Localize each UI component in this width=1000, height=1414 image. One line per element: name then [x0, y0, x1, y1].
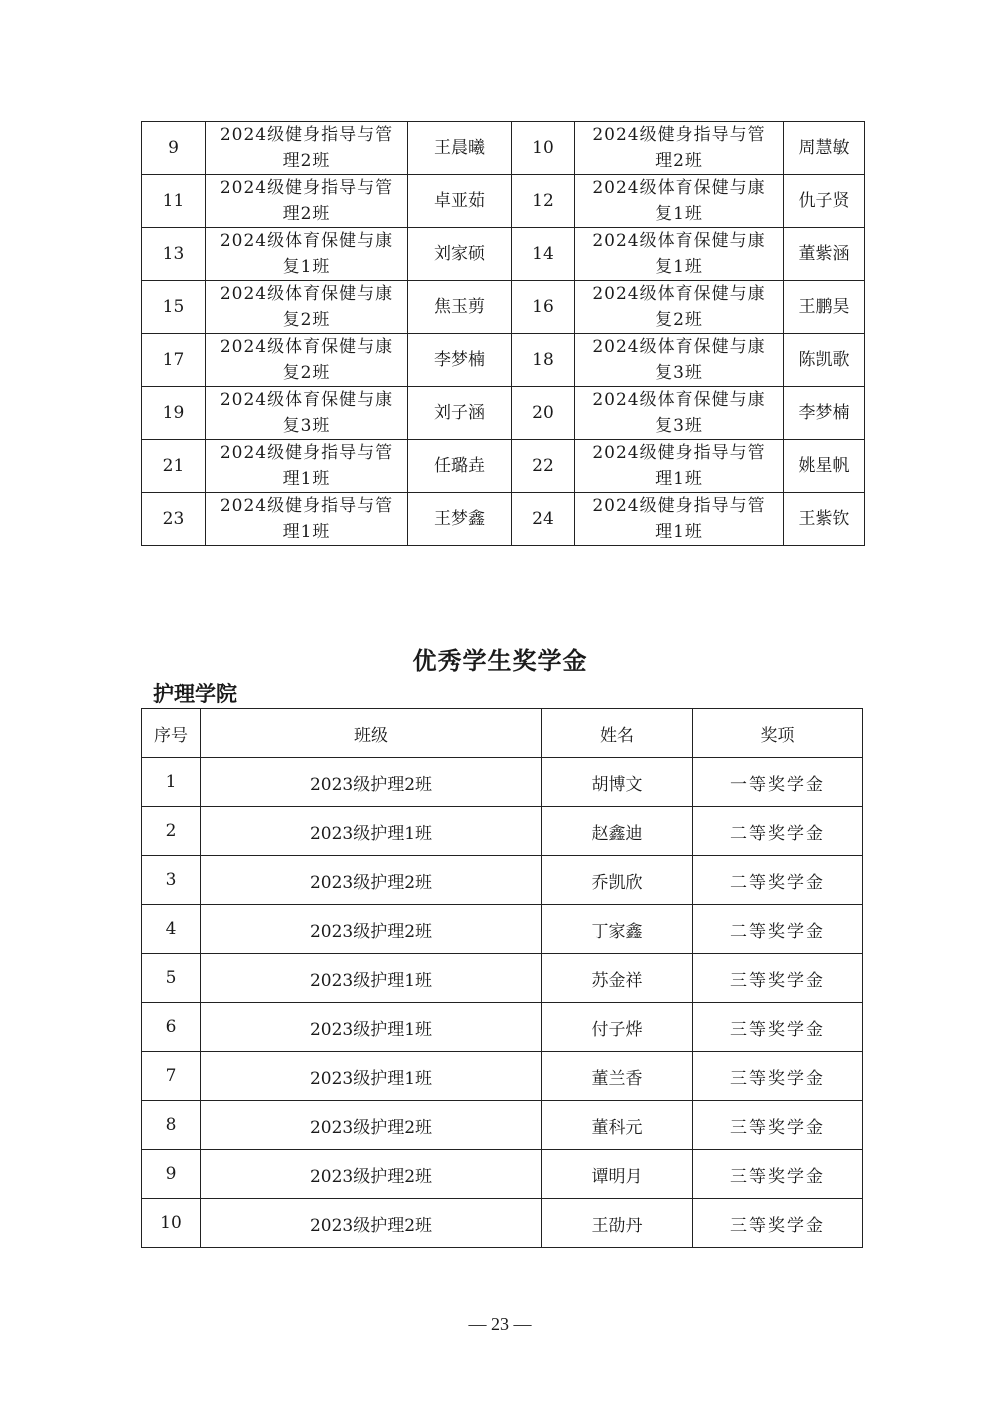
- student-name: [408, 493, 512, 546]
- class-name-line-1: 2024级健身指导与管: [219, 496, 394, 516]
- cell-text: 23: [162, 509, 185, 529]
- student-name: [408, 281, 512, 334]
- class-name: [575, 440, 784, 493]
- table-row: [142, 440, 865, 493]
- cell-text: 李梦楠: [434, 350, 485, 370]
- student-name: 胡博文: [542, 758, 693, 807]
- row-number: [512, 440, 575, 493]
- cell-text: 焦玉剪: [434, 297, 485, 317]
- cell-text: 陈凯歌: [798, 350, 850, 370]
- class-name: 2023级护理2班: [201, 1199, 542, 1248]
- page-number: — 23 —: [468, 1314, 532, 1334]
- class-name-line-2: 复1班: [655, 257, 703, 277]
- award-level: 三等奖学金: [693, 1003, 863, 1052]
- class-name-line-2: 理1班: [655, 469, 703, 489]
- table-row: [142, 1052, 863, 1101]
- class-name-line-1: 2024级体育保健与康: [219, 337, 394, 357]
- award-list-table-continued: [141, 121, 865, 546]
- class-name: 2023级护理2班: [201, 856, 542, 905]
- class-name-line-1: 2024级体育保健与康: [219, 390, 394, 410]
- row-number: 2: [142, 807, 201, 856]
- award-level: 二等奖学金: [693, 905, 863, 954]
- class-name-line-2: 复3班: [282, 416, 331, 436]
- table-row: [142, 758, 863, 807]
- student-name: [784, 493, 865, 546]
- student-name: 付子烨: [542, 1003, 693, 1052]
- class-name: [575, 334, 784, 387]
- cell-text: 20: [532, 403, 554, 423]
- class-name-line-2: 复1班: [282, 257, 331, 277]
- award-level: 三等奖学金: [693, 1052, 863, 1101]
- class-name-line-1: 2024级健身指导与管: [219, 178, 394, 198]
- row-number: [512, 228, 575, 281]
- row-number: [512, 387, 575, 440]
- student-name: [408, 228, 512, 281]
- cell-text: 17: [162, 350, 185, 370]
- cell-text: 18: [532, 350, 554, 370]
- cell-text: 12: [532, 191, 554, 211]
- header-award: 奖项: [693, 709, 863, 758]
- table-row: [142, 856, 863, 905]
- cell-text: 姚星帆: [798, 456, 850, 476]
- row-number: [142, 228, 206, 281]
- row-number: 8: [142, 1101, 201, 1150]
- header-no: 序号: [142, 709, 201, 758]
- class-name-line-2: 复2班: [282, 310, 331, 330]
- class-name-line-1: 2024级体育保健与康: [592, 337, 766, 357]
- table-row: [142, 281, 865, 334]
- row-number: [142, 493, 206, 546]
- table-row: [142, 493, 865, 546]
- class-name: [206, 281, 408, 334]
- award-level: 三等奖学金: [693, 1199, 863, 1248]
- student-name: [784, 122, 865, 175]
- cell-text: 13: [162, 244, 185, 264]
- cell-text: 王紫钦: [798, 509, 850, 529]
- cell-text: 周慧敏: [798, 138, 850, 158]
- class-name-line-2: 理2班: [655, 151, 703, 171]
- student-name: 董兰香: [542, 1052, 693, 1101]
- row-number: [142, 175, 206, 228]
- table-row: [142, 387, 865, 440]
- cell-text: 11: [162, 191, 185, 211]
- row-number: [142, 440, 206, 493]
- cell-text: 王鹏昊: [798, 297, 850, 317]
- row-number: [142, 122, 206, 175]
- student-name: 乔凯欣: [542, 856, 693, 905]
- class-name: [575, 493, 784, 546]
- table-row: [142, 175, 865, 228]
- cell-text: 董紫涵: [798, 244, 850, 264]
- header-name: 姓名: [542, 709, 693, 758]
- student-name: [784, 440, 865, 493]
- row-number: 9: [142, 1150, 201, 1199]
- cell-text: 19: [162, 403, 185, 423]
- student-name: [784, 228, 865, 281]
- class-name-line-2: 理2班: [282, 204, 331, 224]
- student-name: [784, 281, 865, 334]
- cell-text: 15: [162, 297, 185, 317]
- row-number: [142, 334, 206, 387]
- row-number: [512, 122, 575, 175]
- cell-text: 14: [532, 244, 554, 264]
- class-name: 2023级护理1班: [201, 1003, 542, 1052]
- student-name: 丁家鑫: [542, 905, 693, 954]
- row-number: 5: [142, 954, 201, 1003]
- class-name-line-2: 复3班: [655, 363, 703, 383]
- table-row: [142, 807, 863, 856]
- row-number: [142, 387, 206, 440]
- table-row: [142, 334, 865, 387]
- class-name: [206, 228, 408, 281]
- table-row: [142, 1003, 863, 1052]
- class-name: [206, 387, 408, 440]
- cell-text: 21: [162, 456, 185, 476]
- class-name: 2023级护理2班: [201, 905, 542, 954]
- student-name: 谭明月: [542, 1150, 693, 1199]
- student-name: [408, 387, 512, 440]
- row-number: 10: [142, 1199, 201, 1248]
- row-number: 3: [142, 856, 201, 905]
- class-name-line-1: 2024级体育保健与康: [219, 231, 394, 251]
- row-number: 6: [142, 1003, 201, 1052]
- row-number: [512, 175, 575, 228]
- class-name-line-1: 2024级健身指导与管: [219, 125, 394, 145]
- class-name: 2023级护理1班: [201, 954, 542, 1003]
- award-level: 三等奖学金: [693, 1150, 863, 1199]
- table-row: [142, 228, 865, 281]
- row-number: [512, 334, 575, 387]
- class-name: [206, 493, 408, 546]
- student-name: [408, 122, 512, 175]
- class-name-line-1: 2024级体育保健与康: [592, 390, 766, 410]
- table-row: [142, 122, 865, 175]
- cell-text: 王晨曦: [434, 138, 485, 158]
- row-number: 7: [142, 1052, 201, 1101]
- award-level: 三等奖学金: [693, 1101, 863, 1150]
- row-number: 4: [142, 905, 201, 954]
- class-name-line-1: 2024级体育保健与康: [592, 178, 766, 198]
- student-name: 王劭丹: [542, 1199, 693, 1248]
- class-name-line-1: 2024级健身指导与管: [219, 443, 394, 463]
- class-name: [206, 175, 408, 228]
- college-name: 护理学院: [153, 682, 237, 706]
- row-number: [142, 281, 206, 334]
- row-number: [512, 493, 575, 546]
- cell-text: 刘子涵: [434, 403, 485, 423]
- cell-text: 22: [532, 456, 554, 476]
- header-class: 班级: [201, 709, 542, 758]
- table-row: [142, 1199, 863, 1248]
- student-name: [408, 175, 512, 228]
- class-name: [206, 334, 408, 387]
- class-name-line-1: 2024级体育保健与康: [219, 284, 394, 304]
- class-name: [575, 387, 784, 440]
- student-name: [408, 440, 512, 493]
- student-name: [784, 334, 865, 387]
- class-name-line-1: 2024级体育保健与康: [592, 284, 766, 304]
- class-name-line-1: 2024级健身指导与管: [592, 496, 766, 516]
- section-title: 优秀学生奖学金: [412, 647, 588, 675]
- class-name: 2023级护理2班: [201, 758, 542, 807]
- student-name: 赵鑫迪: [542, 807, 693, 856]
- class-name: 2023级护理1班: [201, 807, 542, 856]
- cell-text: 任璐垚: [434, 456, 485, 476]
- cell-text: 李梦楠: [798, 403, 850, 423]
- class-name-line-1: 2024级体育保健与康: [592, 231, 766, 251]
- cell-text: 24: [532, 509, 554, 529]
- table-header-row: [142, 709, 863, 758]
- cell-text: 刘家硕: [434, 244, 485, 264]
- student-name: [784, 387, 865, 440]
- class-name: [575, 122, 784, 175]
- class-name-line-1: 2024级健身指导与管: [592, 443, 766, 463]
- award-level: 一等奖学金: [693, 758, 863, 807]
- class-name: [575, 281, 784, 334]
- cell-text: 仇子贤: [798, 191, 850, 211]
- award-level: 二等奖学金: [693, 807, 863, 856]
- class-name-line-2: 复1班: [655, 204, 703, 224]
- class-name-line-2: 理1班: [282, 522, 331, 542]
- table-row: [142, 1150, 863, 1199]
- scholarship-table: [141, 708, 863, 1248]
- class-name: [206, 122, 408, 175]
- row-number: [512, 281, 575, 334]
- cell-text: 9: [168, 138, 179, 158]
- award-level: 二等奖学金: [693, 856, 863, 905]
- class-name-line-2: 复2班: [655, 310, 703, 330]
- class-name-line-2: 理1班: [655, 522, 703, 542]
- row-number: 1: [142, 758, 201, 807]
- class-name: [575, 175, 784, 228]
- cell-text: 卓亚茹: [434, 191, 485, 211]
- student-name: [408, 334, 512, 387]
- student-name: [784, 175, 865, 228]
- cell-text: 16: [532, 297, 554, 317]
- class-name: [206, 440, 408, 493]
- award-level: 三等奖学金: [693, 954, 863, 1003]
- table-row: [142, 954, 863, 1003]
- cell-text: 10: [532, 138, 554, 158]
- student-name: 董科元: [542, 1101, 693, 1150]
- class-name: 2023级护理2班: [201, 1101, 542, 1150]
- class-name-line-2: 理2班: [282, 151, 331, 171]
- cell-text: 王梦鑫: [434, 509, 485, 529]
- class-name-line-1: 2024级健身指导与管: [592, 125, 766, 145]
- class-name-line-2: 理1班: [282, 469, 331, 489]
- table-row: [142, 905, 863, 954]
- table-row: [142, 1101, 863, 1150]
- class-name: 2023级护理2班: [201, 1150, 542, 1199]
- class-name: 2023级护理1班: [201, 1052, 542, 1101]
- class-name-line-2: 复2班: [282, 363, 331, 383]
- class-name-line-2: 复3班: [655, 416, 703, 436]
- class-name: [575, 228, 784, 281]
- student-name: 苏金祥: [542, 954, 693, 1003]
